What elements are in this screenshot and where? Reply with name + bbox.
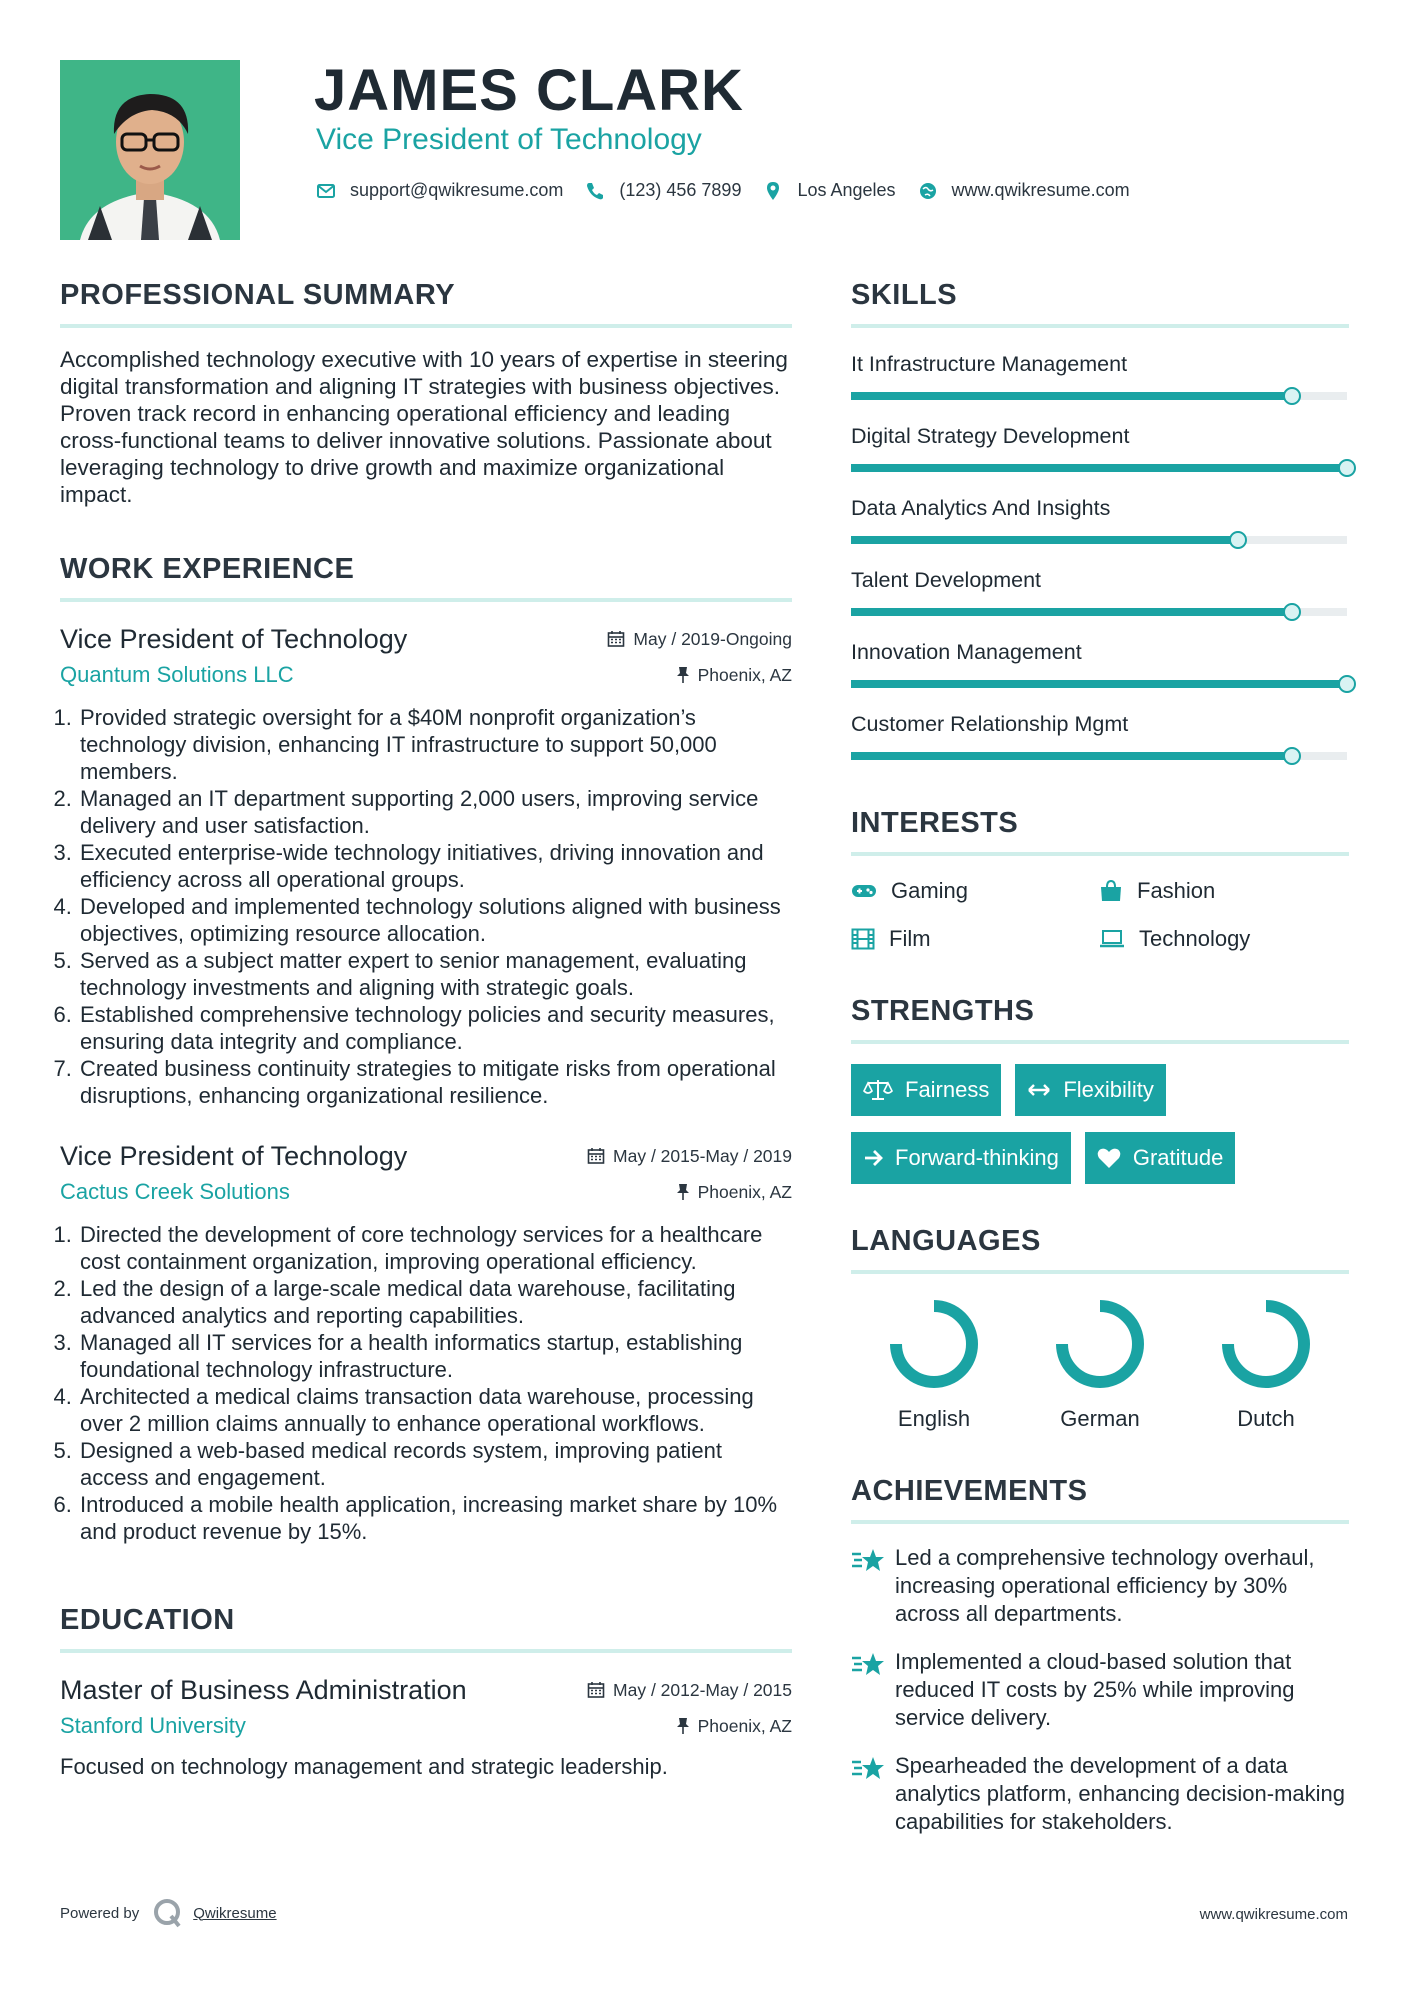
laptop-icon bbox=[1099, 929, 1125, 949]
skill-knob bbox=[1229, 531, 1247, 549]
strength-tag bbox=[1085, 1132, 1236, 1184]
contact-location bbox=[763, 180, 895, 201]
strength-label: Fairness bbox=[905, 1077, 990, 1102]
bag-icon bbox=[1099, 880, 1123, 902]
list-item: 3. Managed all IT services for a health informatics startup, establishing foundational technology infrastructure. bbox=[78, 1329, 792, 1383]
contact-location-text: Los Angeles bbox=[797, 180, 896, 200]
job-bullets bbox=[60, 704, 792, 1109]
list-item: 3. Executed enterprise-wide technology initiatives, driving innovation and efficiency across all operational groups. bbox=[78, 839, 792, 893]
list-item: 6. Introduced a mobile health application, increasing market share by 10% and product revenue by 15%. bbox=[78, 1491, 792, 1545]
language-label: German bbox=[1060, 1406, 1140, 1431]
footer-powered-by bbox=[60, 1896, 277, 1930]
summary-title: PROFESSIONAL SUMMARY bbox=[60, 279, 456, 311]
skill-item bbox=[851, 350, 1349, 400]
job-entry bbox=[60, 622, 792, 1109]
skill-fill bbox=[851, 752, 1292, 760]
language-ring bbox=[886, 1296, 982, 1392]
job-entry bbox=[60, 1139, 792, 1545]
left-column bbox=[60, 276, 792, 1781]
interest-item bbox=[1099, 878, 1347, 904]
contact-phone[interactable] bbox=[585, 180, 741, 201]
skill-item bbox=[851, 710, 1349, 760]
skill-knob bbox=[1283, 387, 1301, 405]
achievements-divider bbox=[851, 1520, 1349, 1524]
shooting-star-icon bbox=[851, 1546, 885, 1574]
skill-knob bbox=[1338, 459, 1356, 477]
contact-bar bbox=[316, 180, 1152, 201]
education-location: Phoenix, AZ bbox=[697, 1715, 792, 1736]
strength-tag bbox=[851, 1132, 1071, 1184]
skill-bar bbox=[851, 464, 1347, 472]
education-title: EDUCATION bbox=[60, 1604, 235, 1636]
skill-knob bbox=[1338, 675, 1356, 693]
list-item: 4. Architected a medical claims transaction data warehouse, processing over 2 million claims annually to enhance operational workflows. bbox=[78, 1383, 792, 1437]
phone-icon bbox=[585, 181, 605, 201]
education-description: Focused on technology management and strategic leadership. bbox=[60, 1754, 668, 1779]
footer-brand-link[interactable]: Qwikresume bbox=[193, 1904, 277, 1922]
language-item bbox=[1017, 1296, 1183, 1432]
achievements-list bbox=[851, 1544, 1349, 1836]
skill-bar bbox=[851, 536, 1347, 544]
achievement-item bbox=[851, 1648, 1349, 1732]
interest-label: Technology bbox=[1139, 926, 1251, 951]
right-column bbox=[851, 276, 1349, 1836]
interests-divider bbox=[851, 852, 1349, 856]
language-ring bbox=[1218, 1296, 1314, 1392]
achievement-text: Implemented a cloud-based solution that reduced IT costs by 25% while improving service delivery. bbox=[895, 1649, 1295, 1730]
list-item: 4. Developed and implemented technology solutions aligned with business objectives, optimizing resource allocation. bbox=[78, 893, 792, 947]
skill-fill bbox=[851, 536, 1238, 544]
languages-divider bbox=[851, 1270, 1349, 1274]
skill-fill bbox=[851, 680, 1347, 688]
skill-label: Digital Strategy Development bbox=[851, 424, 1130, 448]
language-label: English bbox=[897, 1406, 971, 1431]
job-title: Vice President of Technology bbox=[60, 624, 408, 654]
strengths-list bbox=[851, 1064, 1349, 1200]
pushpin-icon bbox=[676, 666, 690, 684]
language-ring bbox=[1052, 1296, 1148, 1392]
job-date: May / 2015-May / 2019 bbox=[613, 1145, 792, 1166]
arrows-h-icon bbox=[1027, 1082, 1051, 1098]
arrow-right-icon bbox=[863, 1148, 883, 1168]
job-title: Vice President of Technology bbox=[60, 1141, 408, 1171]
envelope-icon bbox=[316, 181, 336, 201]
strengths-divider bbox=[851, 1040, 1349, 1044]
summary-text: Accomplished technology executive with 10 years of expertise in steering digital transformation and aligning IT strategies with business objectives. Proven track record in enhancing operational efficiency and leading cross-functional teams to deliver innovative solutions. Passionate about leveraging technology to drive growth and maximize organizational impact. bbox=[60, 347, 788, 507]
achievement-item bbox=[851, 1752, 1349, 1836]
education-divider bbox=[60, 1649, 792, 1653]
list-item: 2. Led the design of a large-scale medical data warehouse, facilitating advanced analytics and reporting capabilities. bbox=[78, 1275, 792, 1329]
interest-label: Gaming bbox=[891, 878, 969, 903]
job-bullets bbox=[60, 1221, 792, 1545]
education-degree: Master of Business Administration bbox=[60, 1675, 467, 1705]
strengths-title: STRENGTHS bbox=[851, 995, 1035, 1027]
contact-email-text: support@qwikresume.com bbox=[350, 180, 564, 200]
job-date: May / 2019-Ongoing bbox=[633, 628, 792, 649]
achievement-item bbox=[851, 1544, 1349, 1628]
job-location: Phoenix, AZ bbox=[697, 664, 792, 685]
contact-website[interactable] bbox=[918, 180, 1130, 201]
qwikresume-logo-icon bbox=[151, 1896, 185, 1930]
candidate-role: Vice President of Technology bbox=[316, 123, 702, 156]
profile-photo bbox=[60, 60, 240, 240]
interest-item bbox=[1099, 926, 1347, 952]
skill-bar bbox=[851, 680, 1347, 688]
strength-label: Forward-thinking bbox=[895, 1145, 1059, 1170]
skill-label: Data Analytics And Insights bbox=[851, 496, 1111, 520]
interest-label: Fashion bbox=[1137, 878, 1216, 903]
education-meta bbox=[587, 1677, 792, 1749]
globe-icon bbox=[918, 181, 938, 201]
scale-icon bbox=[863, 1078, 893, 1102]
skill-fill bbox=[851, 608, 1292, 616]
interest-item bbox=[851, 926, 1099, 952]
skill-item bbox=[851, 566, 1349, 616]
calendar-icon bbox=[587, 1681, 605, 1699]
pushpin-icon bbox=[676, 1717, 690, 1735]
list-item: 5. Served as a subject matter expert to senior management, evaluating technology investments and aligning with strategic goals. bbox=[78, 947, 792, 1001]
skills-list bbox=[851, 350, 1349, 760]
gamepad-icon bbox=[851, 882, 877, 900]
languages-list bbox=[851, 1296, 1349, 1432]
skills-divider bbox=[851, 324, 1349, 328]
skill-item bbox=[851, 494, 1349, 544]
skill-label: Innovation Management bbox=[851, 640, 1082, 664]
list-item: 2. Managed an IT department supporting 2,000 users, improving service delivery and user satisfaction. bbox=[78, 785, 792, 839]
language-ring-arc bbox=[896, 1306, 972, 1382]
summary-divider bbox=[60, 324, 792, 328]
footer-site[interactable]: www.qwikresume.com bbox=[1199, 1906, 1348, 1923]
achievements-title: ACHIEVEMENTS bbox=[851, 1475, 1088, 1507]
list-item: 7. Created business continuity strategies to mitigate risks from operational disruptions, enhancing organizational resilience. bbox=[78, 1055, 792, 1109]
skills-title: SKILLS bbox=[851, 279, 958, 311]
shooting-star-icon bbox=[851, 1754, 885, 1782]
job-meta bbox=[607, 626, 792, 698]
calendar-icon bbox=[607, 630, 625, 648]
strength-tag bbox=[851, 1064, 1001, 1116]
language-ring-arc bbox=[1062, 1306, 1138, 1382]
skill-bar bbox=[851, 752, 1347, 760]
contact-email[interactable] bbox=[316, 180, 563, 201]
strength-label: Gratitude bbox=[1132, 1145, 1224, 1170]
strength-label: Flexibility bbox=[1063, 1077, 1154, 1102]
job-location: Phoenix, AZ bbox=[697, 1181, 792, 1202]
education-school: Stanford University bbox=[60, 1713, 246, 1738]
language-label: Dutch bbox=[1237, 1406, 1295, 1431]
powered-by-label: Powered by bbox=[60, 1904, 140, 1922]
job-company: Quantum Solutions LLC bbox=[60, 662, 294, 687]
skill-label: Talent Development bbox=[851, 568, 1042, 592]
shooting-star-icon bbox=[851, 1650, 885, 1678]
skill-label: It Infrastructure Management bbox=[851, 352, 1128, 376]
interest-item bbox=[851, 878, 1099, 904]
skill-item bbox=[851, 422, 1349, 472]
interests-title: INTERESTS bbox=[851, 807, 1019, 839]
language-ring-arc bbox=[1228, 1306, 1304, 1382]
list-item: 1. Provided strategic oversight for a $40M nonprofit organization’s technology division, enhancing IT infrastructure to support 50,000 members. bbox=[78, 704, 792, 785]
skill-item bbox=[851, 638, 1349, 688]
film-icon bbox=[851, 928, 875, 950]
language-item bbox=[1183, 1296, 1349, 1432]
work-divider bbox=[60, 598, 792, 602]
skill-bar bbox=[851, 392, 1347, 400]
contact-website-text: www.qwikresume.com bbox=[951, 180, 1130, 200]
list-item: 5. Designed a web-based medical records system, improving patient access and engagement. bbox=[78, 1437, 792, 1491]
interest-label: Film bbox=[889, 926, 931, 951]
skill-fill bbox=[851, 392, 1292, 400]
work-title: WORK EXPERIENCE bbox=[60, 553, 355, 585]
skill-fill bbox=[851, 464, 1347, 472]
interests-list bbox=[851, 878, 1349, 952]
list-item: 6. Established comprehensive technology policies and security measures, ensuring data integrity and compliance. bbox=[78, 1001, 792, 1055]
candidate-name: JAMES CLARK bbox=[314, 58, 744, 123]
achievement-text: Spearheaded the development of a data analytics platform, enhancing decision-making capabilities for stakeholders. bbox=[895, 1753, 1346, 1834]
skill-knob bbox=[1283, 747, 1301, 765]
achievement-text: Led a comprehensive technology overhaul, increasing operational efficiency by 30% across all departments. bbox=[895, 1545, 1315, 1626]
education-date: May / 2012-May / 2015 bbox=[613, 1679, 792, 1700]
skill-knob bbox=[1283, 603, 1301, 621]
calendar-icon bbox=[587, 1147, 605, 1165]
heart-icon bbox=[1097, 1147, 1121, 1169]
education-entry bbox=[60, 1673, 792, 1781]
skill-bar bbox=[851, 608, 1347, 616]
job-company: Cactus Creek Solutions bbox=[60, 1179, 290, 1204]
language-item bbox=[851, 1296, 1017, 1432]
job-meta bbox=[587, 1143, 792, 1215]
list-item: 1. Directed the development of core technology services for a healthcare cost containment organization, improving operational efficiency. bbox=[78, 1221, 792, 1275]
map-pin-icon bbox=[763, 181, 783, 201]
strength-tag bbox=[1015, 1064, 1165, 1116]
languages-title: LANGUAGES bbox=[851, 1225, 1041, 1257]
pushpin-icon bbox=[676, 1183, 690, 1201]
contact-phone-text: (123) 456 7899 bbox=[619, 180, 742, 200]
skill-label: Customer Relationship Mgmt bbox=[851, 712, 1129, 736]
